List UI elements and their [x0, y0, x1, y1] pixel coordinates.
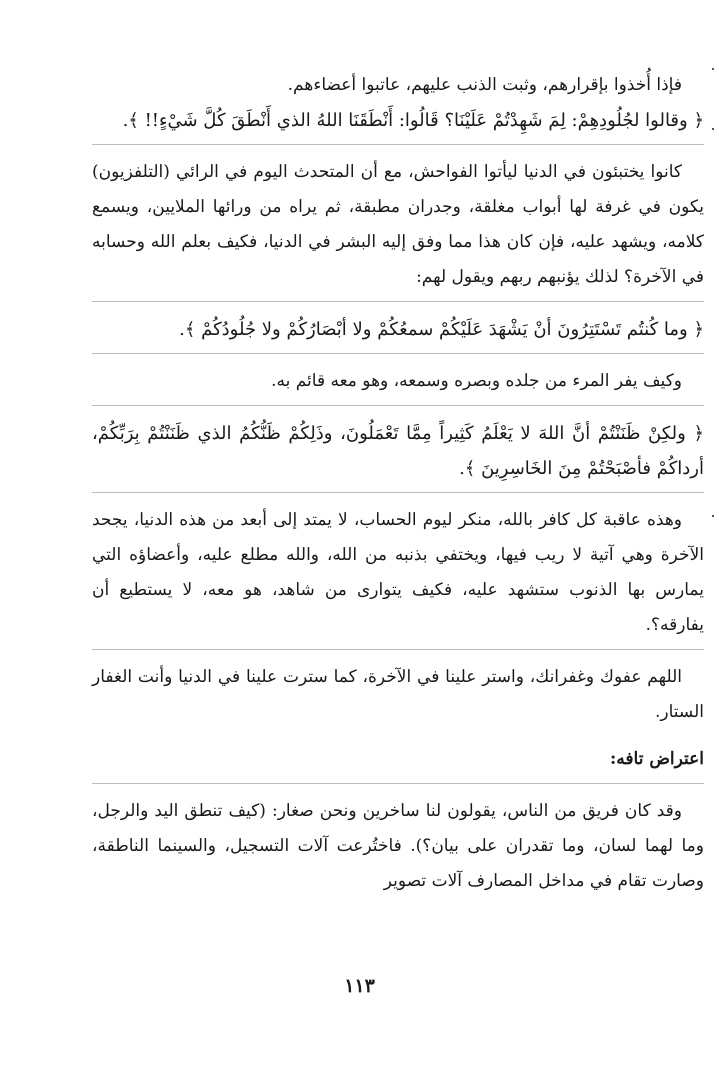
separator-line	[92, 301, 704, 302]
page-body	[92, 68, 704, 899]
scan-edge-mark	[712, 128, 714, 130]
separator-line	[92, 649, 704, 650]
paragraph-6: وقد كان فريق من الناس، يقولون لنا ساخرين ونحن صغار: (كيف تنطق اليد والرجل، وما لهما لسان، وما تقدران على بيان؟). فاختُرعت آلات التسجيل، والسينما الناطقة، وصارت تقام في مداخل المصارف آلات تصوير	[92, 801, 704, 891]
paragraph-2: كانوا يختبئون في الدنيا ليأتوا الفواحش، مع أن المتحدث اليوم في الرائي (التلفزيون) يكون في غرفة لها أبواب مغلقة، وجدران مطبقة، ثم يراه من ورائها الملايين، ويسمع كلامه، ويشهد عليه، فإن كان هذا مما وفق إليه البشر في الدنيا، فكيف بعلم الله وحسابه في الآخرة؟ لذلك يؤنبهم ربهم ويقول لهم:	[92, 162, 704, 287]
paragraph-5: اللهم عفوك وغفرانك، واستر علينا في الآخرة، كما سترت علينا في الدنيا وأنت الغفار الستار.	[92, 667, 704, 722]
separator-line	[92, 492, 704, 493]
scan-edge-mark	[712, 515, 714, 517]
quran-verse-2: ﴿ وما كُنتُم تَسْتَتِرُونَ أنْ يَشْهَدَ عَلَيْكُمْ سمعُكُمْ ولا أبْصَارُكُمْ ولا جُلُودُكُمْ ﴾.	[179, 319, 704, 340]
separator-line	[92, 405, 704, 406]
paragraph-4: وهذه عاقبة كل كافر بالله، منكر ليوم الحساب، لا يمتد إلى أبعد من هذه الدنيا، يجحد الآخرة وهي آتية لا ريب فيها، ويختفي بذنبه من الله، والله مطلع عليه، وأعضاؤه التي يمارس بها الذنوب ستشهد عليه، فكيف يتوارى من شاهد، هو معه، لا يستطيع أن يفارقه؟.	[92, 510, 704, 635]
separator-line	[92, 353, 704, 354]
scan-edge-mark	[712, 68, 714, 70]
quran-verse-3: ﴿ ولكِنْ ظَنَنْتُمْ أنَّ اللهَ لا يَعْلَمُ كَثِيراً مِمَّا تَعْمَلُونَ، وذَلِكُمْ ظَنُّكُمُ الذي ظَنَنْتُمْ بِرَبِّكُمْ، أرداكُمْ فأصْبَحْتُمْ مِنَ الخَاسِرِينَ ﴾.	[92, 423, 704, 479]
paragraph-1: فإذا أُخذوا بإقرارهم، وثبت الذنب عليهم، عاتبوا أعضاءهم.	[287, 75, 682, 95]
separator-line	[92, 144, 704, 145]
quran-verse-1: ﴿ وقالوا لجُلُودِهِمْ: لِمَ شَهِدْتُمْ عَلَيْنَا؟ قَالُوا: أَنْطَقَنَا اللهُ الذي أَنْطَقَ كُلَّ شَيْءٍ!! ﴾.	[122, 110, 704, 131]
separator-line	[92, 783, 704, 784]
page-number: ١١٣	[344, 975, 375, 997]
section-heading: اعتراض تافه:	[610, 749, 704, 769]
paragraph-3: وكيف يفر المرء من جلده وبصره وسمعه، وهو معه قائم به.	[271, 371, 682, 391]
